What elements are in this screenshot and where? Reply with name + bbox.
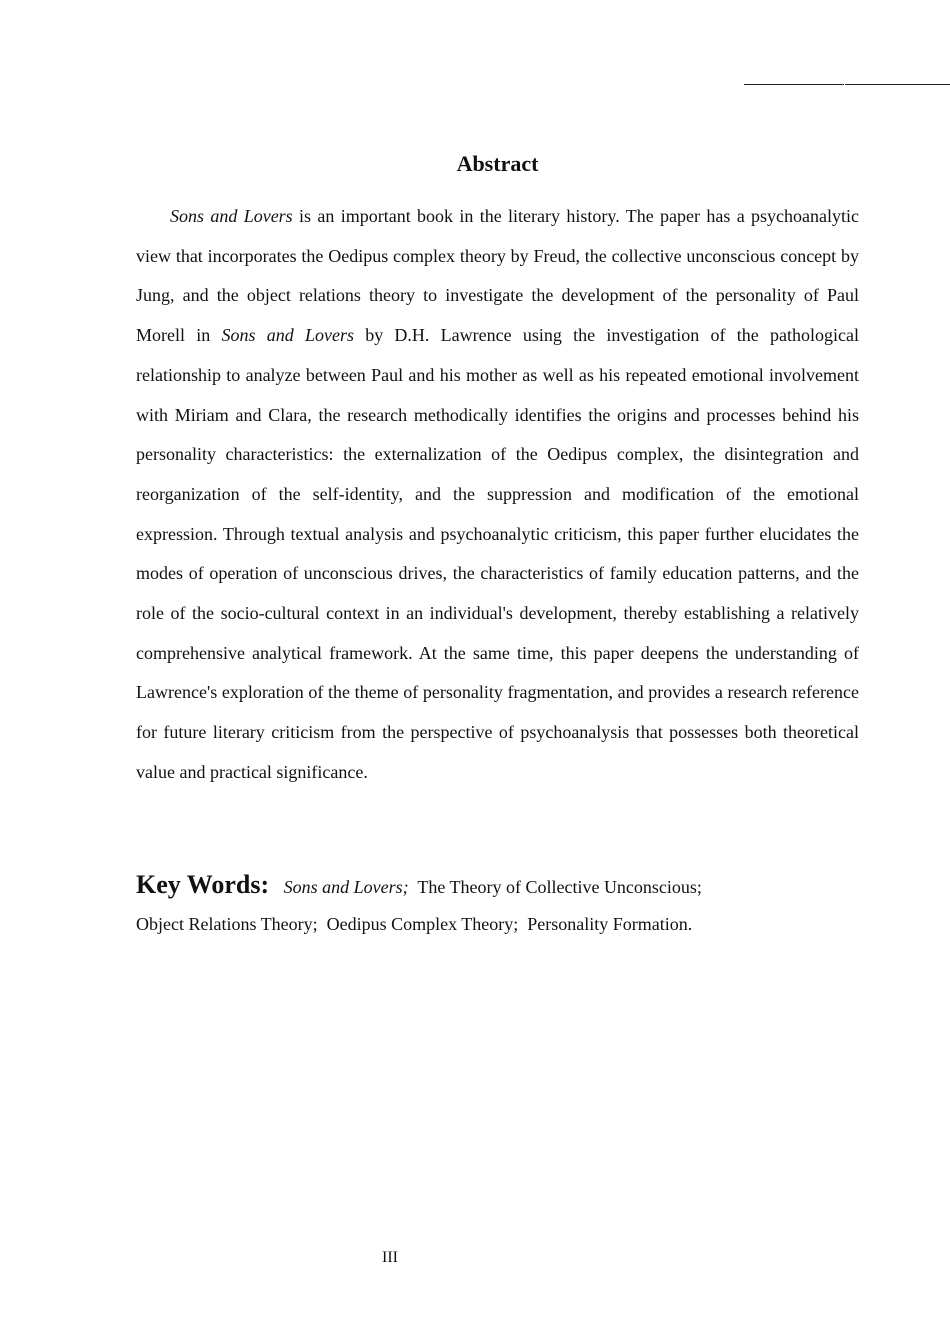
header-rule-left bbox=[744, 84, 844, 85]
keyword-item: Sons and Lovers; bbox=[283, 877, 409, 897]
keyword-item: The Theory of Collective Unconscious; bbox=[417, 877, 702, 897]
keyword-item: Personality Formation. bbox=[527, 914, 693, 934]
abstract-text-part-2: by D.H. Lawrence using the investigation of the pathological relationship to analyze between Paul and his mother as well as his repeated emotional involvement with Miriam and Clara, the research methodically identifies the origins and processes behind his personality characteristics: the externalization of the Oedipus complex, the disintegration and reorganization of the self-identity, and the suppression and modification of the emotional expression. Through textual analysis and psychoanalytic criticism, this paper further elucidates the modes of operation of unconscious drives, the characteristics of family education patterns, and the role of the socio-cultural context in an individual's development, thereby establishing a relatively comprehensive analytical framework. At the same time, this paper deepens the understanding of Lawrence's exploration of the theme of personality fragmentation, and provides a research reference for future literary criticism from the perspective of psychoanalysis that possesses both theoretical value and practical significance. bbox=[136, 325, 859, 782]
book-title-italic-2: Sons and Lovers bbox=[221, 325, 354, 346]
keywords-section bbox=[136, 866, 859, 943]
keywords-label: Key Words: bbox=[136, 870, 270, 899]
abstract-paragraph bbox=[136, 197, 859, 793]
keyword-item: Oedipus Complex Theory; bbox=[326, 914, 519, 934]
page-number: III bbox=[382, 1249, 398, 1266]
abstract-text-part-1: is an important book in the literary history. The paper has a psychoanalytic view that incorporates the Oedipus complex theory by Freud, the collective unconscious concept by Jung, and the object relations theory to investigate the development of the personality of Paul Morell in bbox=[136, 206, 859, 346]
keyword-item: Object Relations Theory; bbox=[136, 914, 318, 934]
header-rule-right bbox=[845, 84, 950, 85]
book-title-italic: Sons and Lovers bbox=[170, 206, 293, 226]
abstract-title: Abstract bbox=[456, 151, 539, 176]
